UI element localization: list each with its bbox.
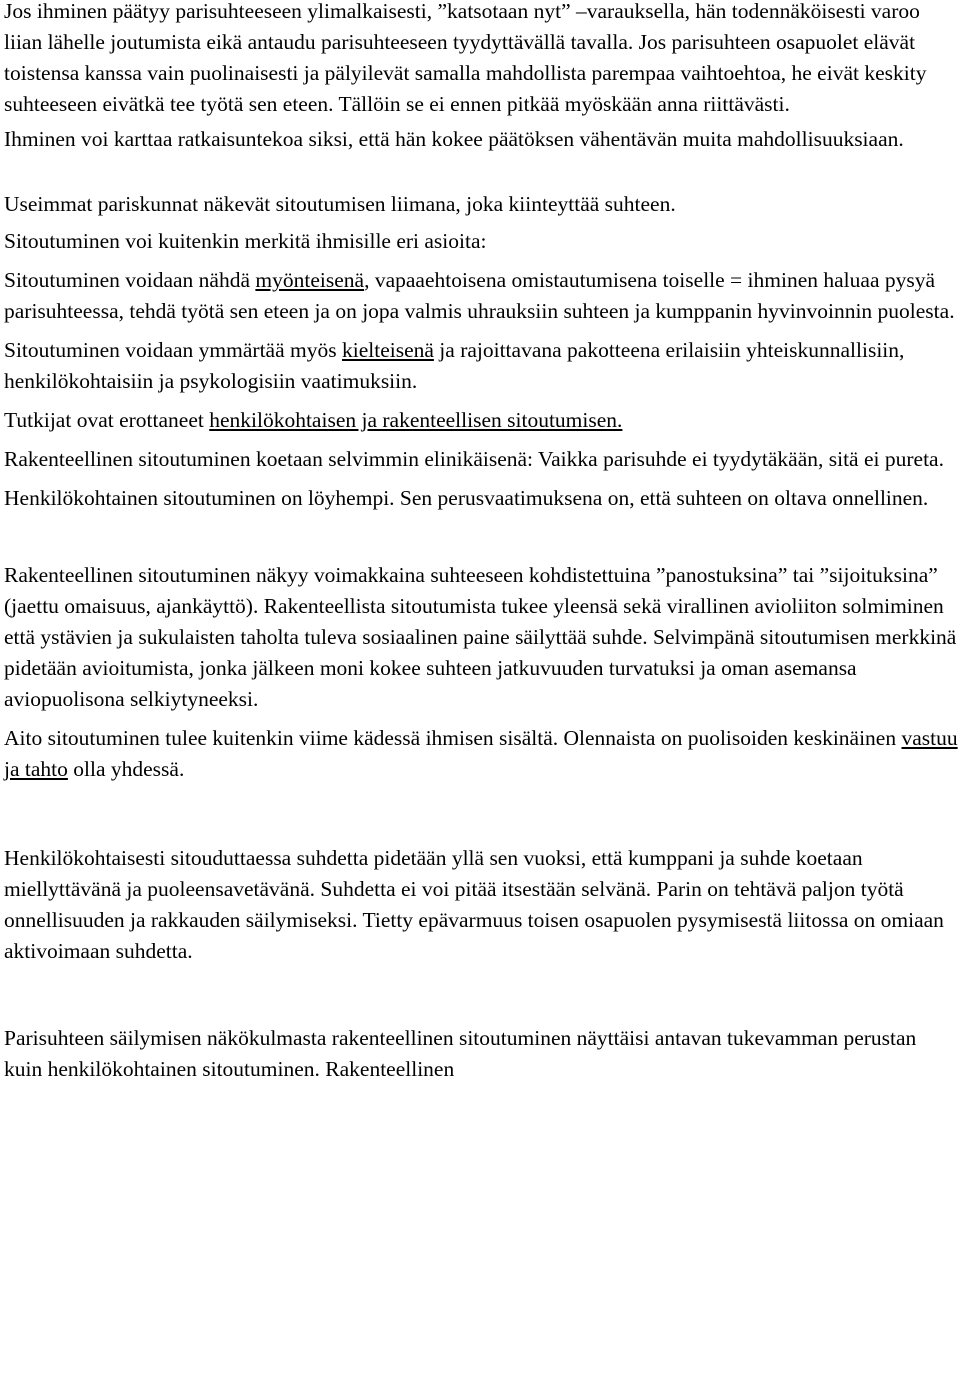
paragraph-3 bbox=[4, 189, 958, 220]
underlined-term-commitment-types: henkilökohtaisen ja rakenteellisen sitoutumisen. bbox=[209, 408, 623, 432]
paragraph-1 bbox=[4, 0, 958, 120]
paragraph-12-text: Henkilökohtaisesti sitouduttaessa suhdetta pidetään yllä sen vuoksi, että kumppani ja suhde koetaan miellyttävänä ja puoleensavetävänä. Suhdetta ei voi pitää itsestään selvänä. Parin on tehtävä paljon työtä onnellisuuden ja rakkauden säilymiseksi. Tietty epävarmuus toisen osapuolen pysymisestä liitossa on omiaan aktivoimaan suhdetta. bbox=[4, 846, 944, 963]
paragraph-1-text: Jos ihminen päätyy parisuhteeseen ylimalkaisesti, ”katsotaan nyt” –varauksella, hän todennäköisesti varoo liian lähelle joutumista eikä antaudu parisuhteeseen tyydyttävällä tavalla. Jos parisuhteen osapuolet elävät toistensa kanssa vain puolinaisesti ja pälyilevät samalla mahdollista parempaa vaihtoehtoa, he eivät keskity suhteeseen eivätkä tee työtä sen eteen. Tällöin se ei ennen pitkää myöskään anna riittävästi. bbox=[4, 0, 927, 116]
paragraph-13-text: Parisuhteen säilymisen näkökulmasta rakenteellinen sitoutuminen näyttäisi antavan tukevamman perustan kuin henkilökohtainen sitoutuminen. Rakenteellinen bbox=[4, 1026, 917, 1081]
paragraph-10 bbox=[4, 560, 958, 715]
underlined-term-vastuu-ja-tahto: vastuu ja tahto bbox=[4, 726, 958, 781]
paragraph-3-text: Useimmat pariskunnat näkevät sitoutumisen liimana, joka kiinteyttää suhteen. bbox=[4, 192, 676, 216]
paragraph-7 bbox=[4, 405, 958, 436]
paragraph-11-text-a: Aito sitoutuminen tulee kuitenkin viime kädessä ihmisen sisältä. Olennaista on puolisoiden keskinäinen bbox=[4, 726, 902, 750]
paragraph-6-text-b: ja rajoittavana pakotteena erilaisiin yhteiskunnallisiin, henkilökohtaisiin ja psykologisiin vaatimuksiin. bbox=[4, 338, 905, 393]
underlined-term-kielteisena: kielteisenä bbox=[341, 338, 434, 362]
paragraph-6 bbox=[4, 335, 958, 397]
paragraph-7-text-a: Tutkijat ovat erottaneet bbox=[4, 408, 210, 432]
paragraph-9-text: Henkilökohtainen sitoutuminen on löyhempi. Sen perusvaatimuksena on, että suhteen on oltava onnellinen. bbox=[4, 486, 929, 510]
paragraph-5 bbox=[4, 265, 958, 327]
paragraph-6-text-a: Sitoutuminen voidaan ymmärtää myös bbox=[4, 338, 342, 362]
paragraph-13 bbox=[4, 1023, 958, 1085]
paragraph-4-text: Sitoutuminen voi kuitenkin merkitä ihmisille eri asioita: bbox=[4, 229, 487, 253]
underlined-term-myonteisena: myönteisenä bbox=[255, 268, 365, 292]
paragraph-2-text: Ihminen voi karttaa ratkaisuntekoa siksi, että hän kokee päätöksen vähentävän muita mahdollisuuksiaan. bbox=[4, 127, 904, 151]
paragraph-4 bbox=[4, 226, 958, 257]
paragraph-11-text-b: olla yhdessä. bbox=[67, 757, 185, 781]
paragraph-8 bbox=[4, 444, 958, 475]
document-body bbox=[4, 0, 958, 1085]
paragraph-5-text-a: Sitoutuminen voidaan nähdä bbox=[4, 268, 256, 292]
paragraph-5-text-b: , vapaaehtoisena omistautumisena toiselle = ihminen haluaa pysyä parisuhteessa, tehdä työtä sen eteen ja on jopa valmis uhrauksiin suhteen ja kumppanin hyvinvoinnin puolesta. bbox=[4, 268, 955, 323]
paragraph-9 bbox=[4, 483, 958, 514]
paragraph-12 bbox=[4, 843, 958, 967]
paragraph-2 bbox=[4, 124, 958, 155]
paragraph-8-text: Rakenteellinen sitoutuminen koetaan selvimmin elinikäisenä: Vaikka parisuhde ei tyydytäkään, sitä ei pureta. bbox=[4, 447, 944, 471]
paragraph-11 bbox=[4, 723, 958, 785]
paragraph-10-text: Rakenteellinen sitoutuminen näkyy voimakkaina suhteeseen kohdistettuina ”panostuksina” tai ”sijoituksina” (jaettu omaisuus, ajankäyttö). Rakenteellista sitoutumista tukee yleensä sekä virallinen avioliiton solmiminen että ystävien ja sukulaisten taholta tuleva sosiaalinen paine säilyttää suhde. Selvimpänä sitoutumisen merkkinä pidetään avioitumista, jonka jälkeen moni kokee suhteen jatkuvuuden turvatuksi ja oman asemansa aviopuolisona selkiytyneeksi. bbox=[4, 563, 957, 711]
